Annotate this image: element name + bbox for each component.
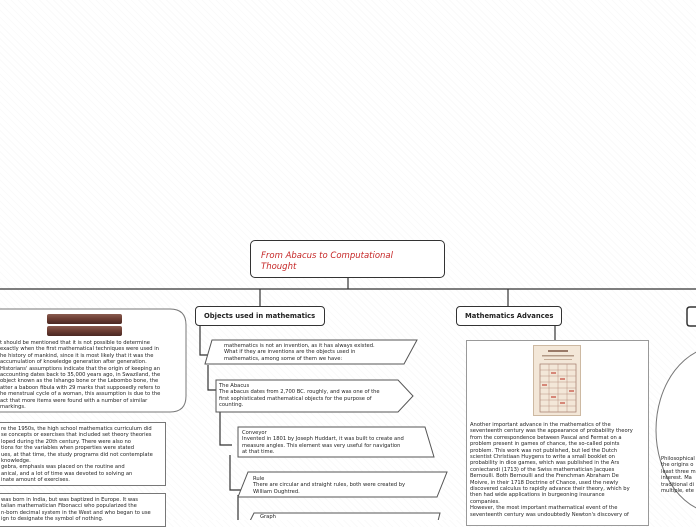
branch-objects-used[interactable]: Objects used in mathematics [195, 306, 325, 326]
root-title-line2: Thought [261, 262, 297, 272]
branch-mathematics-advances[interactable]: Mathematics Advances [456, 306, 562, 326]
abacus-photo-top [47, 314, 122, 324]
root-topic[interactable] [250, 240, 445, 278]
history-text: t should be mentioned that it is not possible to determine exactly when the first mathematical techniques were used in he history of mankind, since it is most likely that it was the accumulation of knowledge generation after generation. Historians' assumptions indicate that the origin of keeping an accounting dates back to 35,000 years ago, in Swaziland, the object known as the Ishango bone or the Lebombo bone, the atter a baboon fibula with 29 marks that supposedly refers to he menstrual cycle of a woman, this assumption is due to the act that more items were found with a number of similar markings. [0, 340, 161, 411]
probability-document-image [533, 345, 581, 416]
conveyor-topic[interactable]: Conveyor Invented in 1801 by Joseph Huddart, it was built to create and measure angles. This element was very useful for navigation at that time. [242, 430, 404, 456]
right-topic-text[interactable]: Philosophical the origins o least three m interest. Ma traditional di multiple, ete [661, 456, 696, 495]
fibonacci-box[interactable]: was born in India, but was baptized in Europe. It was talian mathematician Fibonacci who popularized the n-born decimal system in the West and who began to use ign to designate the symbol of nothing. [0, 493, 166, 527]
document-illustration [534, 346, 581, 416]
rule-connector [230, 455, 242, 490]
curriculum-box[interactable]: re the 1950s, the high school mathematics curriculum did se concepts or exercises that included set theory theories loped during the 20th century. There were also no tions for the variables when properties were stated ues, at that time, the study programs did not contemplate knowledge. gebra, emphasis was placed on the routine and anical, and a lot of time was devoted to solving an inate amount of exercises. [0, 422, 166, 486]
right-branch-edge [687, 307, 696, 326]
rule-topic[interactable]: Rule There are circular and straight rules, both were created by William Oughtred. [253, 476, 406, 495]
graph-topic[interactable]: Graph [260, 514, 276, 520]
advances-text: Another important advance in the mathematics of the seventeenth century was the appearance of probability theory from the correspondence between Pascal and Fermat on a problem present in games of chance, the so-called points problem. This work was not published, but led the Dutch scientist Christiaan Huygens to write a small booklet on probability in dice games, which was published in the Ars coniectandi (1713) of the Swiss mathematician Jacques Bernoulli. Both Bernoulli and the Frenchman Abraham De Moivre, in their 1718 Doctrine of Chance, used the newly discovered calculus to rapidly advance their theory, which by then had wide applications in burgeoning insurance companies. However, the most important mathematical event of the seventeenth century was undoubtedly Newton's discovery of [470, 422, 633, 518]
root-title-line1: From Abacus to Computational [261, 251, 394, 261]
abacus-photo-bottom [47, 326, 122, 336]
abacus-topic[interactable]: The Abacus The abacus dates from 2,700 BC. roughly, and was one of the first sophisticated mathematical objects for the purpose of counting. [219, 383, 380, 409]
intro-topic[interactable]: mathematics is not an invention, as it has always existed. What if they are inventions are the objects used in mathematics, among some of them we have: [224, 343, 375, 362]
